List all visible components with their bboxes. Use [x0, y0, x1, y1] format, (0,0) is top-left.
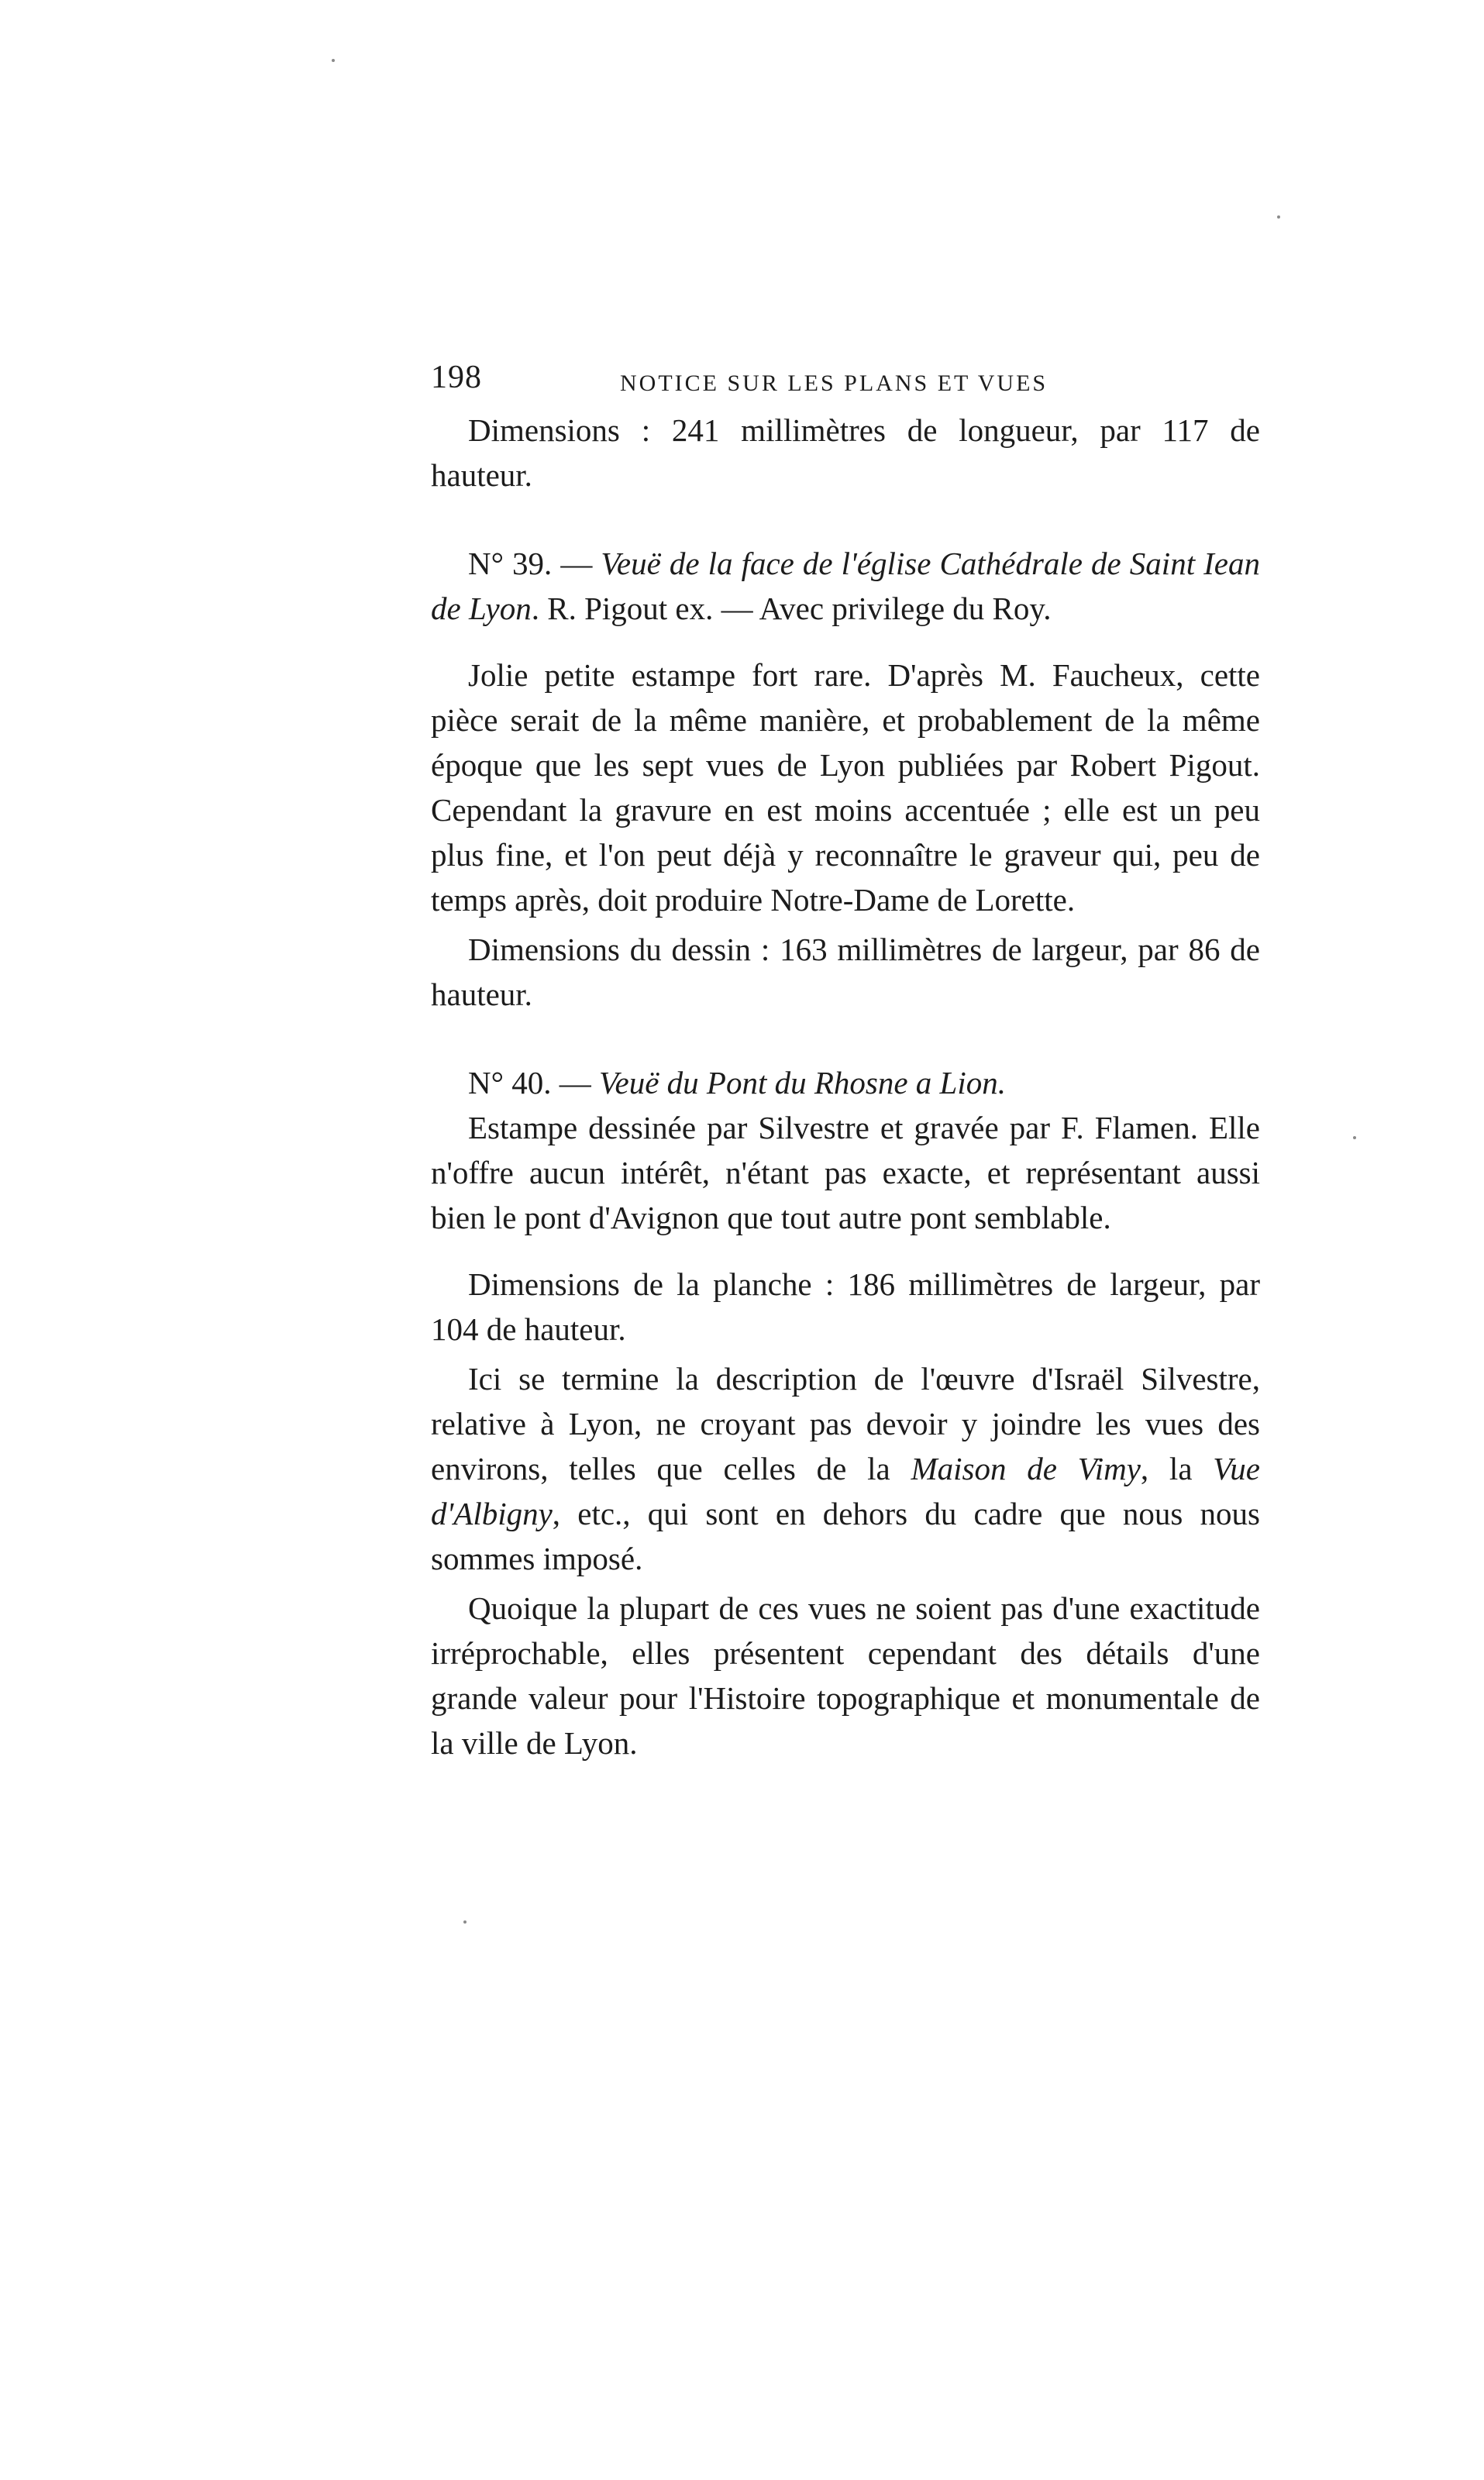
paragraph-text: Estampe dessinée par Silvestre et gravée par F. Flamen. Elle n'offre aucun intérêt, n'étant pas exacte, et représentant aussi bien le pont d'Avignon que tout autre pont semblable.: [431, 1110, 1260, 1235]
paper-speck: [332, 59, 335, 62]
paragraph-text: Dimensions du dessin : 163 millimètres de largeur, par 86 de hauteur.: [431, 932, 1260, 1012]
entry-number: N° 39. —: [468, 546, 601, 581]
page-number: 198: [431, 360, 482, 395]
place-name: Vue d'Albigny: [431, 1451, 1260, 1531]
entry-number: N° 40. —: [468, 1065, 600, 1100]
paper-speck: [1353, 1136, 1356, 1139]
paragraph-text: Dimensions de la planche : 186 millimètres de largeur, par 104 de hauteur.: [431, 1266, 1260, 1347]
paper-speck: [463, 1920, 467, 1924]
page-header: [431, 355, 1260, 401]
paragraph-dimensions-1: [431, 408, 1260, 498]
paragraph-text: , etc., qui sont en dehors du cadre que nous nous sommes imposé.: [431, 1496, 1260, 1576]
paragraph-text: Dimensions : 241 millimètres de longueur, par 117 de hauteur.: [431, 412, 1260, 493]
paragraph-dimensions-39: [431, 927, 1260, 1017]
entry-title: Veuë de la face de l'église Cathédrale de Saint Iean de Lyon: [431, 546, 1260, 626]
paragraph-conclusion: [431, 1356, 1260, 1581]
entry-39: [431, 541, 1260, 631]
paragraph-text: Quoique la plupart de ces vues ne soient pas d'une exactitude irréprochable, elles présentent cependant des détails d'une grande valeur pour l'Histoire topographique et monumentale de la ville de Lyon.: [431, 1590, 1260, 1761]
page-text: [431, 355, 1260, 1765]
paragraph-description-39: [431, 653, 1260, 922]
paragraph-text: Ici se termine la description de l'œuvre d'Israël Silvestre, relative à Lyon, ne croyant pas devoir y joindre les vues des environs, telles que celles de la: [431, 1361, 1260, 1486]
running-title: NOTICE SUR LES PLANS ET VUES: [620, 370, 1048, 396]
paragraph-text: , la: [1140, 1451, 1214, 1486]
entry-title: Veuë du Pont du Rhosne a Lion.: [599, 1065, 1006, 1100]
entry-credit: . R. Pigout ex. — Avec privilege du Roy.: [531, 591, 1052, 626]
place-name: Maison de Vimy: [911, 1451, 1141, 1486]
paragraph-final: [431, 1586, 1260, 1765]
paragraph-text: Jolie petite estampe fort rare. D'après M. Faucheux, cette pièce serait de la même manière, et probablement de la même époque que les sept vues de Lyon publiées par Robert Pigout. Cependant la gravure en est moins accentuée ; elle est un peu plus fine, et l'on peut déjà y reconnaître le graveur qui, peu de temps après, doit produire Notre-Dame de Lorette.: [431, 657, 1260, 918]
entry-40: [431, 1060, 1260, 1105]
paper-speck: [1277, 215, 1280, 219]
paragraph-description-40: [431, 1105, 1260, 1240]
paragraph-dimensions-40: [431, 1262, 1260, 1352]
